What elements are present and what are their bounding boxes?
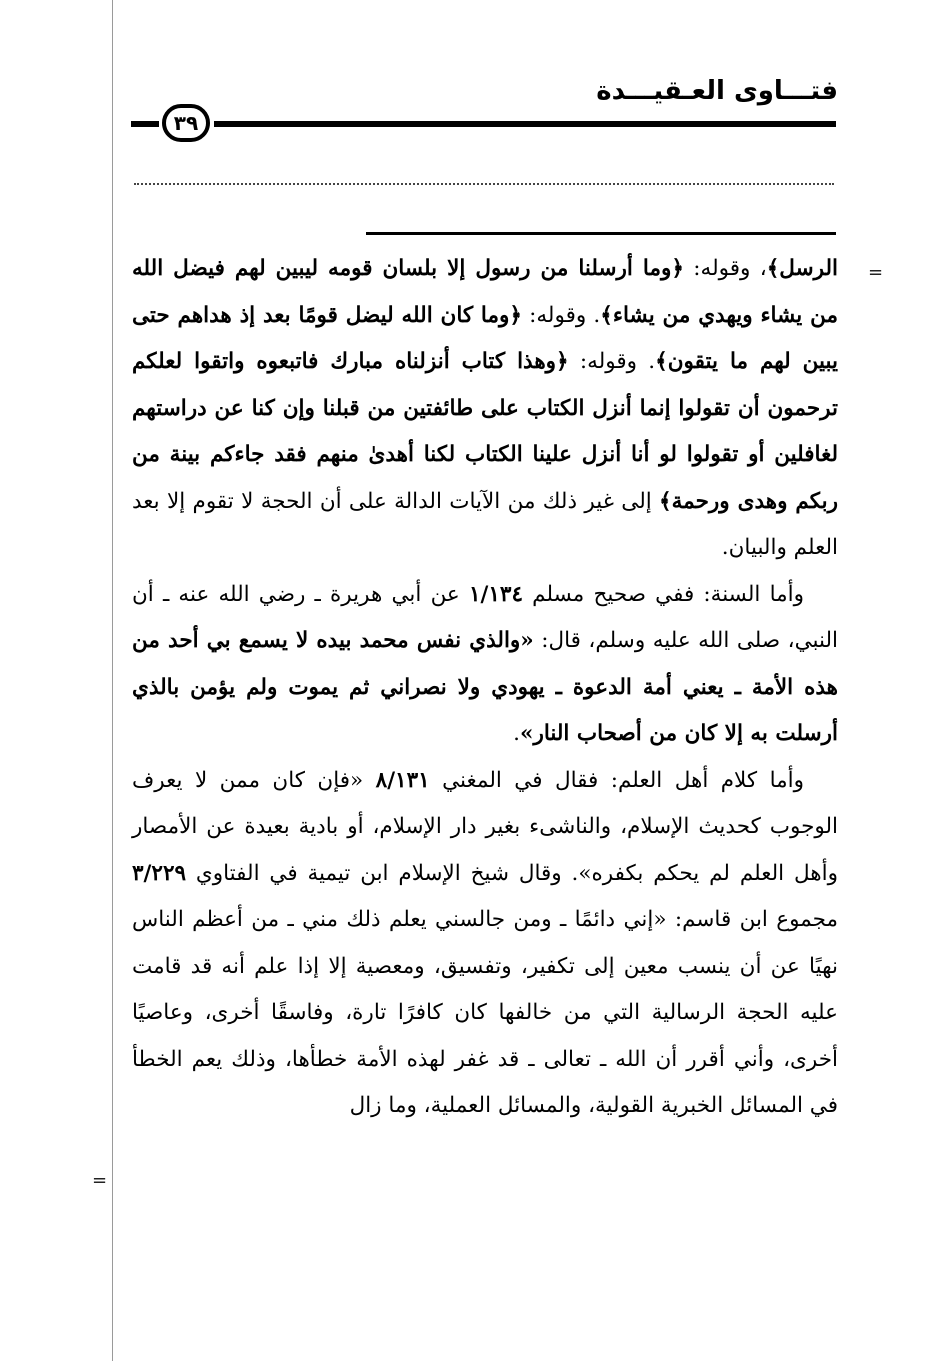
text-segment: ، وقوله: <box>683 256 767 281</box>
text-segment: وأما كلام أهل العلم: فقال في المغني <box>429 767 804 793</box>
reference-number: ١/١٣٤ <box>468 581 523 607</box>
dotted-separator <box>134 183 834 185</box>
paragraph-scholars <box>132 758 838 1130</box>
text-segment: الرسل﴾ <box>766 256 838 281</box>
hadith-quote: «والذي نفس محمد بيده لا يسمع بي أحد من هذه الأمة ـ يعني أمة الدعوة ـ يهودي ولا نصراني ثم يموت ولم يؤمن بالذي أرسلت به إلا كان من أصحاب النار» <box>132 628 838 746</box>
text-segment: . وقوله: <box>521 302 601 328</box>
header-rule-short <box>131 121 159 127</box>
reference-number: ٨/١٣١ <box>375 767 430 793</box>
text-segment: مجموع ابن قاسم: «إني دائمًا ـ ومن جالسني يعلم ذلك مني ـ من أعظم الناس نهيًا عن أن ينسب معين إلى تكفير، وتفسيق، ومعصية إلا إذا علم أنه قد قامت عليه الحجة الرسالية التي من خالفها كان كافرًا تارة، وفاسقًا أخرى، وعاصيًا أخرى، وأني أقرر أن الله ـ تعالى ـ قد غفر لهذه الأمة خطأها، وذلك يعم الخطأ في المسائل الخبرية القولية، والمسائل العملية، وما زال <box>132 907 838 1118</box>
paragraph-sunnah <box>132 572 838 758</box>
reference-number: ٣/٢٢٩ <box>132 860 187 886</box>
text-segment: عن أبي هريرة ـ رضي الله عنه ـ أن النبي، صلى الله عليه وسلم، قال: <box>132 581 838 653</box>
quran-verse: ﴿وهذا كتاب أنزلناه مبارك فاتبعوه واتقوا لعلكم ترحمون أن تقولوا إنما أنزل الكتاب على طائفتين من قبلنا وإن كنا عن دراستهم لغافلين أو تقولوا لو أنا أنزل علينا الكتاب لكنا أهدىٰ منهم فقد جاءكم بينة من ربكم وهدى ورحمة﴾ <box>132 349 838 514</box>
text-segment: وأما السنة: ففي صحيح مسلم <box>523 581 804 607</box>
text-segment: . <box>513 721 520 746</box>
text-segment: «فإن كان ممن لا يعرف الوجوب كحديث الإسلام، والناشىء بغير دار الإسلام، أو بادية بعيدة عن الأمصار وأهل العلم لم يحكم بكفره». وقال شيخ الإسلام ابن تيمية في الفتاوي <box>132 767 838 886</box>
header-rule <box>214 121 836 127</box>
running-title: فتـــاوى العـقيـــدة <box>596 76 838 106</box>
gutter-mark-bottom: = <box>92 1170 108 1191</box>
body-text <box>132 246 838 1130</box>
page-number: ٣٩ <box>162 104 210 142</box>
page-margin-line <box>112 0 113 1361</box>
quran-verse: ﴿وما كان الله ليضل قومًا بعد إذ هداهم حتى يبين لهم ما يتقون﴾ <box>132 302 838 374</box>
text-segment: إلى غير ذلك من الآيات الدالة على أن الحجة لا تقوم إلا بعد العلم والبيان. <box>132 488 838 560</box>
gutter-mark-top: = <box>868 262 884 283</box>
paragraph-quran <box>132 246 838 572</box>
quran-verse: ﴿وما أرسلنا من رسول إلا بلسان قومه ليبين لهم فيضل الله من يشاء ويهدي من يشاء﴾ <box>132 256 838 328</box>
section-rule <box>366 232 836 235</box>
text-segment: . وقوله: <box>568 349 656 374</box>
